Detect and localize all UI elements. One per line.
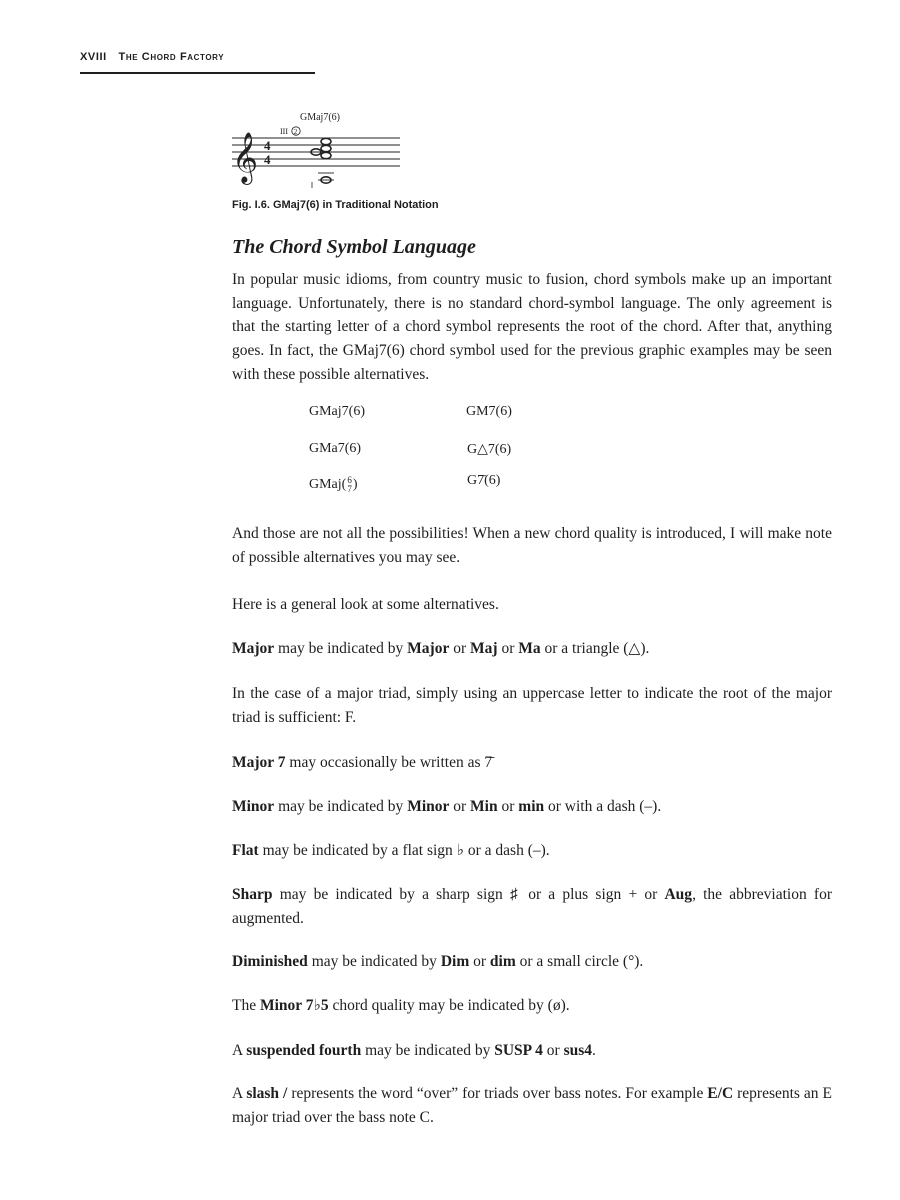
running-head-title: The Chord Factory — [118, 51, 225, 63]
alt-col1-row1: GMaj7(6) — [309, 404, 365, 419]
paragraph-major-7: Major 7 may occasionally be written as 7̄ — [232, 754, 493, 771]
running-head-rule — [80, 72, 315, 74]
paragraph-diminished: Diminished may be indicated by Dim or dim or a small circle (°). — [232, 953, 644, 970]
paragraph-flat: Flat may be indicated by a flat sign ♭ or a dash (–). — [232, 842, 550, 859]
time-signature-top: 4 — [264, 138, 271, 153]
paragraph-slash: A slash / represents the word “over” for triads over bass notes. For example E/C represents an E major triad over the bass note C. — [232, 1085, 832, 1126]
fret-label: 2 — [293, 128, 298, 136]
staff-svg — [230, 108, 410, 192]
notation-figure — [230, 108, 410, 192]
intro-paragraph: In popular music idioms, from country music to fusion, chord symbols make up an important language. Unfortunately, there is no standard chord-symbol language. The only agreement is that the starting letter of a chord symbol represents the root of the chord. After that, anything goes. In fact, the GMaj7(6) chord symbol used for the previous graphic examples may be seen with these possible alternatives. — [232, 271, 832, 383]
alt-col1-row3: GMaj( 6 7 ) — [309, 475, 358, 494]
running-head — [80, 51, 232, 63]
paragraph-possibilities: And those are not all the possibilities! When a new chord quality is introduced, I will make note of possible alternatives you may see. — [232, 525, 832, 566]
paragraph-major-triad: In the case of a major triad, simply using an uppercase letter to indicate the root of the major triad is sufficient: F. — [232, 685, 832, 726]
alt-col2-row1: GM7(6) — [466, 404, 512, 419]
paragraph-major: Major may be indicated by Major or Maj or Ma or a triangle (△). — [232, 640, 650, 657]
time-signature-bottom: 4 — [264, 152, 271, 167]
section-heading: The Chord Symbol Language — [232, 236, 476, 258]
paragraph-sharp: Sharp may be indicated by a sharp sign ♯ or a plus sign + or Aug, the abbreviation for augmented. — [232, 886, 832, 927]
treble-clef-icon: 𝄞 — [232, 132, 259, 183]
fraction-top: 6 — [347, 475, 352, 485]
alt-col1-row2: GMa7(6) — [309, 441, 362, 456]
paragraph-suspended-fourth: A suspended fourth may be indicated by SUSP 4 or sus4. — [232, 1042, 596, 1059]
fraction-bottom: 7 — [347, 484, 352, 494]
chord-label: GMaj7(6) — [300, 112, 340, 123]
string-label: III — [280, 127, 288, 136]
paragraph-minor-7-flat-5: The Minor 7♭5 chord quality may be indicated by (ø). — [232, 997, 570, 1014]
stacked-fraction — [347, 476, 352, 494]
page-number: XVIII — [80, 51, 107, 63]
alt-col2-row2: G△7(6) — [467, 442, 512, 457]
alt-col2-row3: G7̄(6) — [467, 473, 501, 488]
figure-caption: Fig. I.6. GMaj7(6) in Traditional Notation — [232, 199, 439, 211]
alt-col1-row3-text: GMaj — [309, 477, 342, 493]
paragraph-general-look: Here is a general look at some alternatives. — [232, 596, 499, 613]
paragraph-minor: Minor may be indicated by Minor or Min or min or with a dash (–). — [232, 798, 662, 815]
